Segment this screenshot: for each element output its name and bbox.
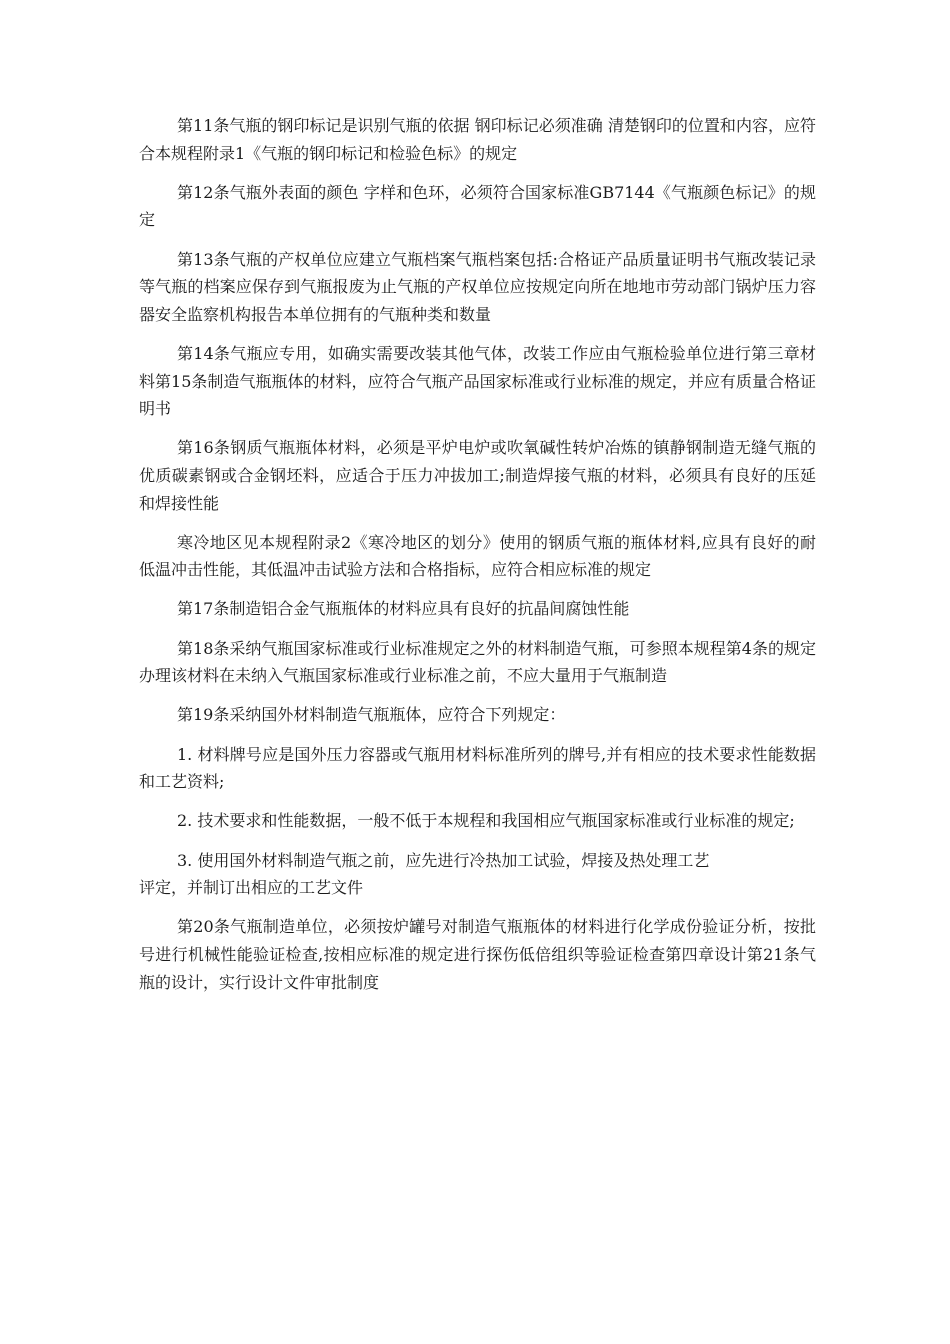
paragraph-article-13: 第13条气瓶的产权单位应建立气瓶档案气瓶档案包括:合格证产品质量证明书气瓶改装记录等气瓶的档案应保存到气瓶报废为止气瓶的产权单位应按规定向所在地地市劳动部门锅炉压力容器安全监察机构报告本单位拥有的气瓶种类和数量: [139, 249, 816, 324]
list-item-3-line-2: 评定，并制订出相应的工艺文件: [139, 878, 364, 898]
list-item-3-line-1: 3. 使用国外材料制造气瓶之前，应先进行冷热加工试验，焊接及热处理工艺: [177, 850, 710, 870]
paragraph-article-11: 第11条气瓶的钢印标记是识别气瓶的依据 钢印标记必须准确 清楚钢印的位置和内容，应符合本规程附录1《气瓶的钢印标记和检验色标》的规定: [139, 116, 816, 163]
list-item-3: [139, 847, 816, 902]
paragraph-article-14-15: 第14条气瓶应专用，如确实需要改装其他气体，改装工作应由气瓶检验单位进行第三章材料第15条制造气瓶瓶体的材料，应符合气瓶产品国家标准或行业标准的规定，并应有质量合格证明书: [139, 343, 816, 419]
paragraph-article-19: 第19条采纳国外材料制造气瓶瓶体，应符合下列规定：: [177, 705, 566, 725]
list-item-2: 2. 技术要求和性能数据，一般不低于本规程和我国相应气瓶国家标准或行业标准的规定;: [177, 811, 795, 831]
list-item-1: 1. 材料牌号应是国外压力容器或气瓶用材料标准所列的牌号,并有相应的技术要求性能数据和工艺资料;: [139, 744, 816, 792]
document-page: [139, 112, 816, 1008]
paragraph-article-17: 第17条制造铝合金气瓶瓶体的材料应具有良好的抗晶间腐蚀性能: [177, 599, 630, 619]
paragraph-article-12: 第12条气瓶外表面的颜色 字样和色环，必须符合国家标准GB7144《气瓶颜色标记》的规定: [139, 182, 816, 230]
paragraph-article-16: 第16条钢质气瓶瓶体材料，必须是平炉电炉或吹氧碱性转炉冶炼的镇静钢制造无缝气瓶的优质碳素钢或合金钢坯料，应适合于压力冲拔加工;制造焊接气瓶的材料，必须具有良好的压延和焊接性能: [139, 438, 816, 513]
paragraph-cold-region: 寒冷地区见本规程附录2《寒冷地区的划分》使用的钢质气瓶的瓶体材料,应具有良好的耐低温冲击性能，其低温冲击试验方法和合格指标，应符合相应标准的规定: [139, 532, 816, 580]
paragraph-article-20-21: 第20条气瓶制造单位，必须按炉罐号对制造气瓶瓶体的材料进行化学成份验证分析，按批号进行机械性能验证检查,按相应标准的规定进行探伤低倍组织等验证检查第四章设计第21条气瓶的设计，实行设计文件审批制度: [139, 917, 816, 992]
paragraph-article-18: 第18条采纳气瓶国家标准或行业标准规定之外的材料制造气瓶，可参照本规程第4条的规定办理该材料在未纳入气瓶国家标准或行业标准之前，不应大量用于气瓶制造: [139, 638, 816, 686]
